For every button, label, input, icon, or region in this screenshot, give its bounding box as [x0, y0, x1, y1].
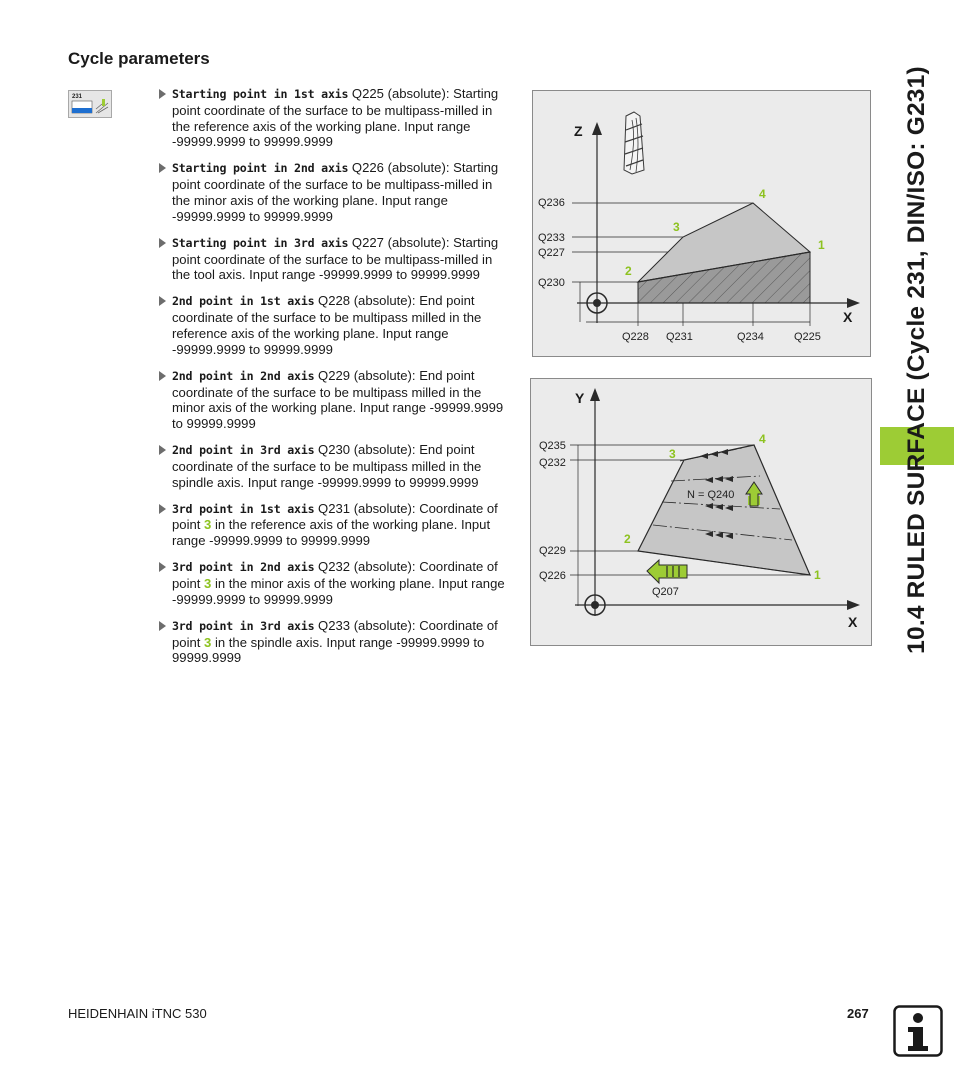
dim-label: Q232: [539, 457, 566, 469]
axis-label-x: X: [848, 614, 858, 630]
param-text: Q225 (absolute): Starting point coordinate of the surface to be multipass-milled in the reference axis of the working plane. Input range -99999.9999 to 99999.9999: [172, 86, 499, 150]
point-label: 1: [818, 238, 825, 252]
bullet-triangle-icon: [159, 89, 166, 99]
parameter-list: [158, 86, 514, 676]
param-name: 3rd point in 3rd axis: [172, 618, 315, 633]
dim-label: Q229: [539, 545, 566, 557]
bullet-triangle-icon: [159, 238, 166, 248]
feed-label: Q207: [652, 586, 679, 598]
dim-label: Q235: [539, 440, 566, 452]
param-item: [158, 160, 514, 224]
param-text: Q228 (absolute): End point coordinate of the surface to be multipass milled in the reference axis of the working plane. Input range -99999.9999 to 99999.9999: [172, 293, 482, 357]
param-text: Q226 (absolute): Starting point coordinate of the surface to be multipass-milled in the minor axis of the working plane. Input range -99999.9999 to 99999.9999: [172, 160, 499, 224]
bullet-triangle-icon: [159, 445, 166, 455]
param-name: 3rd point in 2nd axis: [172, 560, 315, 575]
param-text: in the reference axis of the working plane. Input range -99999.9999 to 99999.9999: [172, 517, 491, 549]
stepover-label: N = Q240: [687, 489, 735, 501]
dim-label: Q227: [538, 247, 565, 259]
point-label: 3: [669, 447, 676, 461]
param-item: [158, 559, 514, 607]
dim-label: Q228: [622, 331, 649, 343]
param-name: 3rd point in 1st axis: [172, 501, 315, 516]
figure-yx-view: [530, 378, 872, 646]
param-text: Q232 (absolute): Coordinate of point: [172, 559, 498, 592]
bullet-triangle-icon: [159, 621, 166, 631]
point-label: 1: [814, 568, 821, 582]
point-label: 2: [625, 264, 632, 278]
point-number: 3: [204, 517, 212, 533]
param-name: Starting point in 2nd axis: [172, 161, 349, 176]
figure-zx-view: [532, 90, 871, 357]
axis-label-z: Z: [574, 123, 583, 139]
bullet-triangle-icon: [159, 163, 166, 173]
point-number: 3: [204, 634, 212, 650]
axis-label-x: X: [843, 309, 853, 325]
axis-label-y: Y: [575, 390, 585, 406]
param-item: [158, 293, 514, 357]
param-item: [158, 368, 514, 432]
param-item: [158, 618, 514, 666]
cycle-231-icon: [68, 90, 112, 118]
point-number: 3: [204, 576, 212, 592]
footer-product: HEIDENHAIN iTNC 530: [68, 1006, 207, 1021]
param-name: 2nd point in 1st axis: [172, 294, 315, 309]
bullet-triangle-icon: [159, 562, 166, 572]
param-name: Starting point in 3rd axis: [172, 235, 349, 250]
page-number: 267: [847, 1006, 869, 1021]
bullet-triangle-icon: [159, 504, 166, 514]
dim-label: Q225: [794, 331, 821, 343]
param-item: [158, 235, 514, 283]
param-text: Q227 (absolute): Starting point coordinate of the surface to be multipass-milled in the tool axis. Input range -99999.9999 to 99999.9999: [172, 234, 499, 283]
param-name: 2nd point in 3rd axis: [172, 443, 315, 458]
param-item: [158, 86, 514, 150]
dim-label: Q233: [538, 232, 565, 244]
figure-background: [533, 91, 871, 357]
param-text: in the spindle axis. Input range -99999.9999 to 99999.9999: [172, 634, 485, 666]
bullet-triangle-icon: [159, 371, 166, 381]
point-label: 4: [759, 187, 766, 201]
param-text: Q229 (absolute): End point coordinate of the surface to be multipass milled in the minor axis of the working plane. Input range -99999.9999 to 99999.9999: [172, 367, 504, 432]
dim-label: Q231: [666, 331, 693, 343]
param-item: [158, 442, 514, 490]
point-label: 3: [673, 220, 680, 234]
dim-label: Q236: [538, 197, 565, 209]
info-icon: [893, 1005, 943, 1057]
dim-label: Q230: [538, 277, 565, 289]
bullet-triangle-icon: [159, 296, 166, 306]
cycle-icon-label: 231: [72, 94, 83, 100]
chapter-side-title: 10.4 RULED SURFACE (Cycle 231, DIN/ISO: G231): [903, 66, 930, 654]
param-item: [158, 501, 514, 549]
param-text: Q230 (absolute): End point coordinate of the surface to be multipass milled in the spindle axis. Input range -99999.9999 to 99999.9999: [172, 442, 482, 490]
param-name: 2nd point in 2nd axis: [172, 368, 315, 383]
dim-label: Q226: [539, 570, 566, 582]
param-text: in the minor axis of the working plane. Input range -99999.9999 to 99999.9999: [172, 576, 505, 607]
param-text: Q233 (absolute): Coordinate of point: [172, 617, 498, 650]
point-label: 2: [624, 532, 631, 546]
param-name: Starting point in 1st axis: [172, 87, 349, 101]
section-heading: Cycle parameters: [68, 49, 210, 68]
dim-label: Q234: [737, 331, 764, 343]
point-label: 4: [759, 432, 766, 446]
param-text: Q231 (absolute): Coordinate of point: [172, 500, 498, 533]
